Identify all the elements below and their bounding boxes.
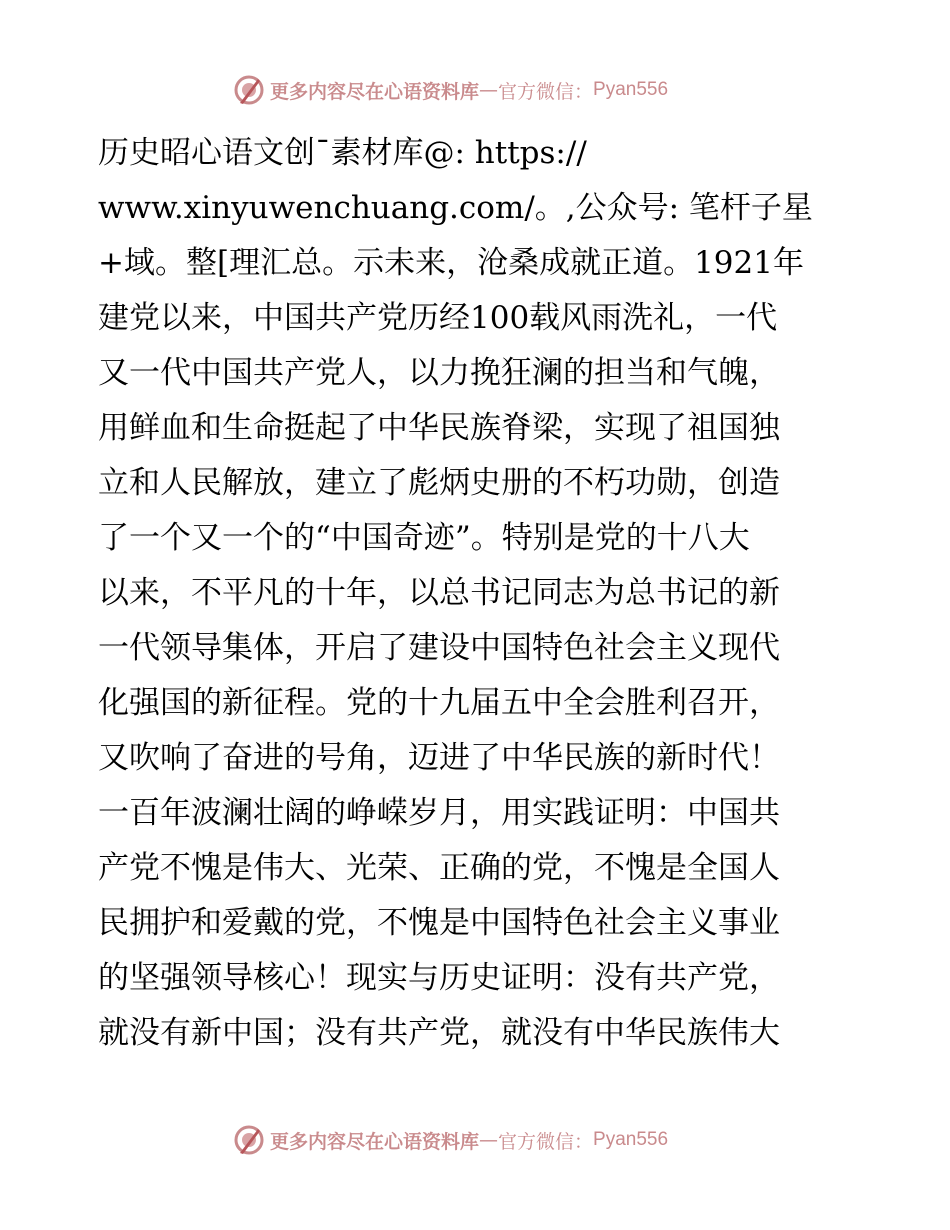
body-line: 建党以来，中国共产党历经100载风雨洗礼，一代: [98, 300, 778, 336]
body-line: 一百年波澜壮阔的峥嵘岁月，用实践证明：中国共: [98, 795, 780, 831]
body-line: 就没有新中国；没有共产党，就没有中华民族伟大: [98, 1015, 780, 1051]
body-line: 用鲜血和生命挺起了中华民族脊梁，实现了祖国独: [98, 410, 780, 446]
body-line: 化强国的新征程。党的十九届五中全会胜利召开，: [98, 685, 780, 721]
body-line: +域。整[理汇总。示未来，沧桑成就正道。1921年: [98, 245, 804, 281]
quill-circle-logo-icon: [232, 1123, 266, 1157]
body-line: 一代领导集体，开启了建设中国特色社会主义现代: [98, 630, 780, 666]
body-line: 又吹响了奋进的号角，迈进了中华民族的新时代！: [98, 740, 780, 776]
watermark-wechat-id: Pyan556: [593, 1129, 669, 1150]
body-line: 以来，不平凡的十年，以总书记同志为总书记的新: [98, 575, 780, 611]
watermark-brand: 更多内容尽在心语资料库: [270, 80, 480, 103]
body-line: 历史昭心语文创¯素材库@: https://: [98, 135, 587, 171]
body-line: 的坚强领导核心！现实与历史证明：没有共产党，: [98, 960, 780, 996]
body-line: 又一代中国共产党人，以力挽狂澜的担当和气魄，: [98, 355, 780, 391]
body-line: 立和人民解放，建立了彪炳史册的不朽功勋，创造: [98, 465, 780, 501]
body-line: www.xinyuwenchuang.com/。,公众号: 笔杆子星: [98, 190, 813, 226]
body-line: 产党不愧是伟大、光荣、正确的党，不愧是全国人: [98, 850, 780, 886]
footer-watermark: [232, 1122, 668, 1158]
header-watermark: [232, 72, 668, 108]
body-line: 民拥护和爱戴的党，不愧是中国特色社会主义事业: [98, 905, 780, 941]
body-line: 了一个又一个的“中国奇迹”。特别是党的十八大: [98, 520, 750, 556]
watermark-brand: 更多内容尽在心语资料库: [270, 1130, 480, 1153]
watermark-separator: —: [479, 1129, 499, 1151]
watermark-wechat-label: 官方微信：: [498, 80, 594, 103]
watermark-wechat-label: 官方微信：: [498, 1130, 594, 1153]
watermark-wechat-id: Pyan556: [593, 79, 669, 100]
watermark-separator: —: [479, 79, 499, 101]
quill-circle-logo-icon: [232, 73, 266, 107]
